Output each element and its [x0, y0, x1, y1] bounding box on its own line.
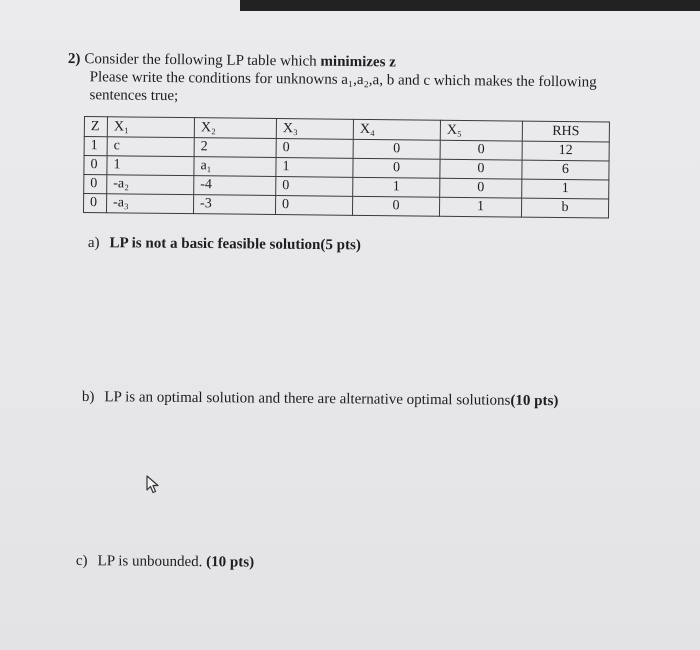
header-x4: X₄ — [353, 119, 440, 140]
table-cell: 0 — [275, 196, 352, 216]
table-cell: 0 — [352, 196, 439, 216]
table-cell: 0 — [276, 177, 353, 197]
window-edge — [240, 0, 700, 11]
part-c — [76, 552, 254, 572]
table-cell: 1 — [353, 177, 440, 197]
table-cell: 0 — [353, 139, 440, 159]
table-cell: 0 — [84, 156, 107, 175]
table-cell: 0 — [353, 158, 440, 178]
header-z: Z — [84, 117, 107, 137]
part-c-points: (10 pts) — [206, 554, 255, 571]
question-line1-bold: minimizes z — [320, 53, 396, 71]
table-cell: 0 — [83, 194, 106, 213]
part-a-points: (5 pts) — [320, 237, 361, 254]
table-cell: c — [107, 137, 194, 157]
header-x3: X₃ — [276, 119, 353, 140]
table-cell: 0 — [276, 139, 353, 159]
table-cell: 0 — [440, 159, 522, 179]
table-cell: -4 — [194, 176, 276, 196]
question-line3: sentences true; — [89, 87, 179, 105]
table-cell: 1 — [439, 197, 521, 217]
table-cell: 0 — [84, 175, 107, 194]
table-cell: 12 — [522, 141, 609, 161]
part-a-text: LP is not a basic feasible solution — [109, 235, 321, 254]
lp-table — [83, 116, 610, 219]
table-cell: 2 — [194, 138, 276, 158]
table-cell: 1 — [522, 179, 609, 199]
question-line1-prefix: Consider the following LP table which — [84, 51, 321, 70]
header-x1: X₁ — [107, 117, 194, 138]
table-cell: -3 — [193, 195, 275, 215]
table-cell: 0 — [440, 140, 522, 160]
table-cell: 1 — [276, 158, 353, 178]
table-cell: 1 — [84, 137, 107, 156]
header-x5: X₅ — [440, 120, 522, 141]
header-x2: X₂ — [194, 118, 276, 139]
part-c-label: c) — [75, 552, 88, 570]
table-cell: 6 — [522, 160, 609, 180]
part-c-text: LP is unbounded. — [97, 553, 207, 571]
part-b-text: LP is an optimal solution and there are alternative optimal solutions — [104, 389, 511, 409]
part-b-label: b) — [81, 388, 95, 406]
question-text — [67, 50, 668, 110]
mouse-pointer-icon — [145, 475, 161, 495]
table-cell: b — [521, 198, 608, 218]
part-b-points: (10 pts) — [510, 392, 559, 410]
table-cell: 0 — [440, 178, 522, 198]
part-a — [88, 234, 361, 254]
table-cell: -a₂ — [107, 175, 194, 195]
question-number: 2) — [67, 50, 81, 68]
table-cell: 1 — [107, 156, 194, 176]
question-line2: Please write the conditions for unknowns a₁,a₂,a, b and c which makes the following — [89, 69, 597, 91]
header-rhs: RHS — [522, 121, 609, 142]
part-a-label: a) — [87, 234, 100, 252]
table-cell: a₁ — [194, 157, 276, 177]
table-cell: -a₃ — [106, 194, 193, 214]
